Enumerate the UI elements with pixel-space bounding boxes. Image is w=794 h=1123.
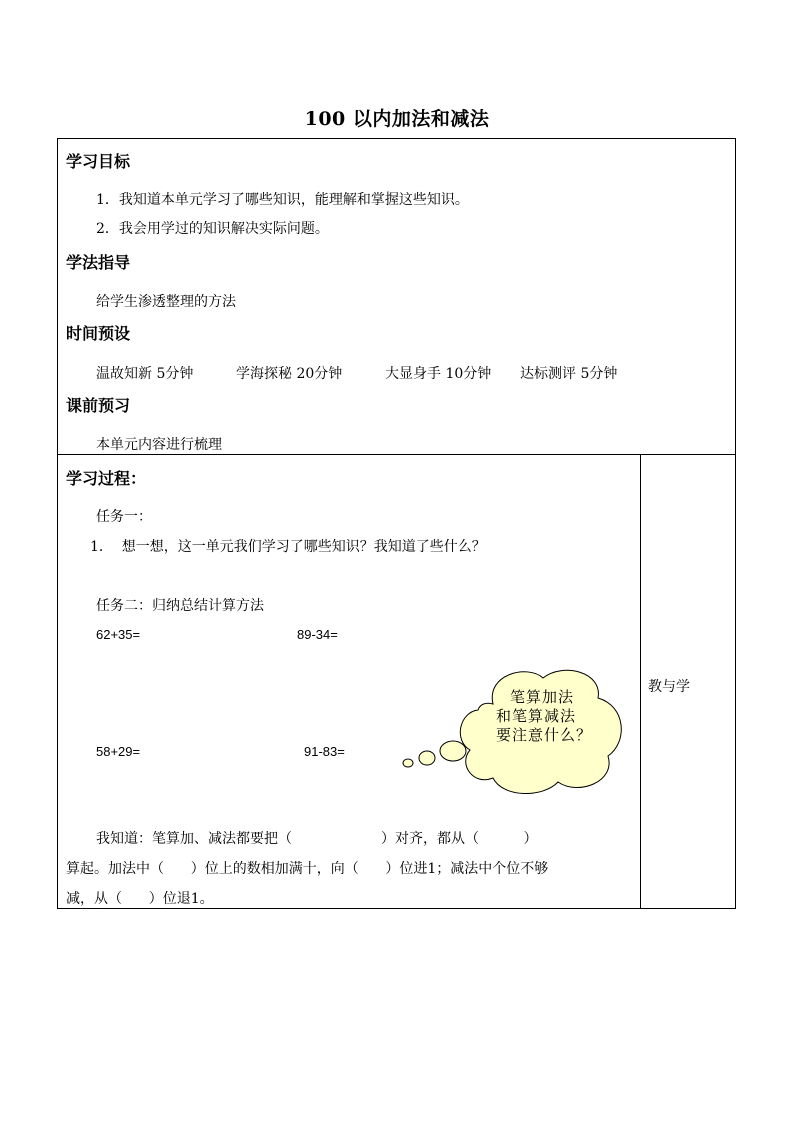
problem-1: 62+35=: [96, 627, 141, 642]
time-segment-1: 温故知新 5分钟: [96, 366, 194, 382]
cloud-text: [492, 688, 592, 745]
problem-4: 91-83=: [304, 744, 345, 759]
problem-2: 89-34=: [297, 627, 338, 642]
task1-label: 任务一：: [96, 509, 152, 525]
cloud-line-2: 和笔算减法: [496, 707, 577, 725]
task2-label: 任务二：归纳总结计算方法: [96, 598, 264, 614]
goals-heading: 学习目标: [66, 152, 131, 171]
method-heading: 学法指导: [66, 253, 131, 272]
preview-heading: 课前预习: [66, 396, 131, 415]
cloud-line-3: 要注意什么？: [496, 726, 593, 744]
time-segment-2: 学海探秘 20分钟: [236, 366, 343, 382]
time-segment-4: 达标测评 5分钟: [520, 366, 618, 382]
cloud-line-1: 笔算加法: [510, 688, 575, 706]
goal-item-2: 2．我会用学过的知识解决实际问题。: [96, 221, 329, 237]
page-title: 100 以内加法和减法: [304, 108, 490, 130]
goal-item-1: 1．我知道本单元学习了哪些知识，能理解和掌握这些知识。: [96, 192, 469, 208]
side-label: 教与学: [648, 679, 690, 695]
fill-line-2: 算起。加法中（ ）位上的数相加满十，向（ ）位进1；减法中个位不够: [66, 861, 549, 877]
preview-text: 本单元内容进行梳理: [96, 437, 222, 453]
fill-line-3: 减，从（ ）位退1。: [66, 891, 214, 907]
method-text: 给学生渗透整理的方法: [96, 294, 236, 310]
time-heading: 时间预设: [66, 324, 131, 343]
problem-3: 58+29=: [96, 744, 141, 759]
time-segment-3: 大显身手 10分钟: [385, 366, 492, 382]
process-heading: 学习过程：: [66, 469, 147, 488]
task1-question: 1． 想一想，这一单元我们学习了哪些知识？我知道了些什么？: [90, 539, 486, 555]
fill-line-1: 我知道：笔算加、减法都要把（ ）对齐，都从（ ）: [96, 831, 538, 847]
